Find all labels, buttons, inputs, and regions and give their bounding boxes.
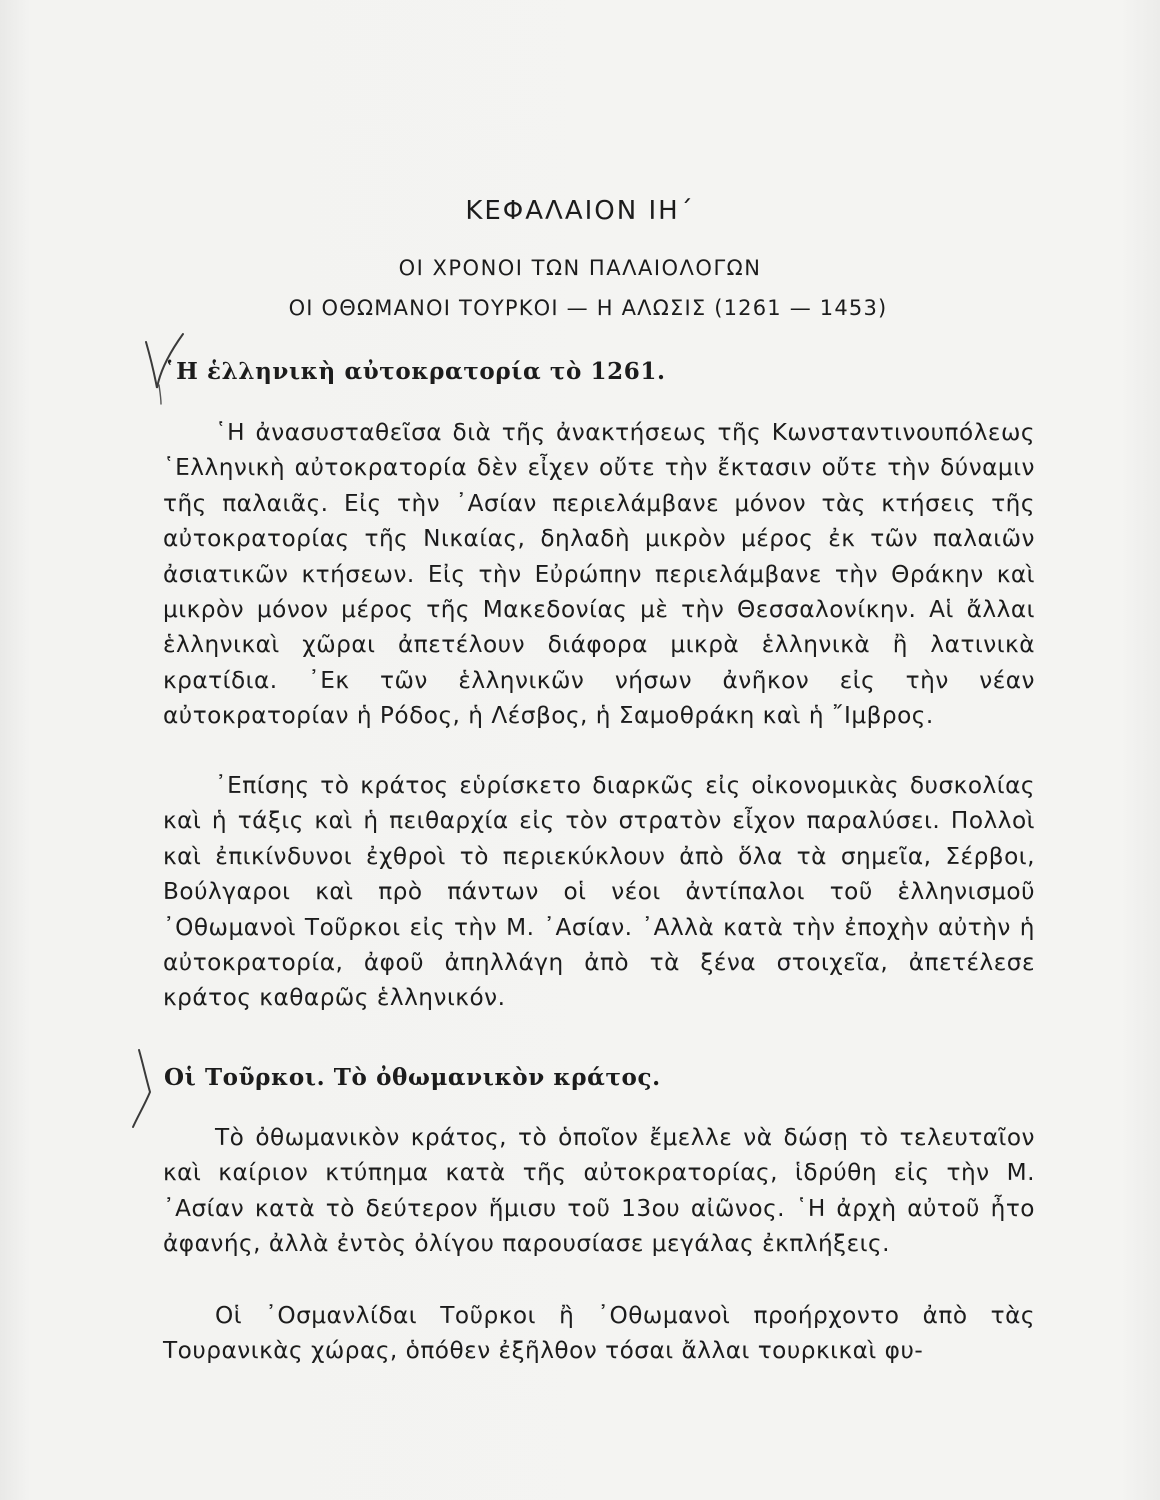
section-heading-empire-1261: ῾Η ἑλληνικὴ αὐτοκρατορία τὸ 1261.	[164, 358, 666, 385]
chapter-subtitle-topic: ΟΙ ΟΘΩΜΑΝΟΙ ΤΟΥΡΚΟΙ — Η ΑΛΩΣΙΣ (1261 — 1453)	[288, 296, 888, 320]
pencil-checkmark-icon	[133, 1050, 150, 1127]
paragraph-empire-difficulties: ᾿Επίσης τὸ κράτος εὑρίσκετο διαρκῶς εἰς οἰκονομικὰς δυσκολίας καὶ ἡ τάξις καὶ ἡ πειθαρχία εἰς τὸν στρατὸν εἶχον παραλύσει. Πολλοὶ καὶ ἐπικίνδυνοι ἐχθροὶ τὸ περιεκύκλουν ἀπὸ ὅλα τὰ σημεῖα, Σέρβοι, Βούλγαροι καὶ πρὸ πάντων οἱ νέοι ἀντίπαλοι τοῦ ἑλληνισμοῦ ᾿Οθωμανοὶ Τοῦρκοι εἰς τὴν Μ. ᾿Ασίαν. ᾿Αλλὰ κατὰ τὴν ἐποχὴν αὐτὴν ἡ αὐτοκρατορία, ἀφοῦ ἀπηλλάγη ἀπὸ τὰ ξένα στοιχεῖα, ἀπετέλεσε κράτος καθαρῶς ἑλληνικόν.	[163, 772, 1035, 1012]
pencil-tick-icon	[159, 385, 161, 404]
paragraph-empire-extent: ῾Η ἀνασυσταθεῖσα διὰ τῆς ἀνακτήσεως τῆς Κωνσταντινουπόλεως ῾Ελληνικὴ αὐτοκρατορία δὲν εἶχεν οὔτε τὴν ἔκτασιν οὔτε τὴν δύναμιν τῆς παλαιᾶς. Εἰς τὴν ᾿Ασίαν περιελάμβανε μόνον τὰς κτήσεις τῆς αὐτοκρατορίας τῆς Νικαίας, δηλαδὴ μικρὸν μέρος ἐκ τῶν παλαιῶν ἀσιατικῶν κτήσεων. Εἰς τὴν Εὐρώπην περιελάμβανε τὴν Θράκην καὶ μικρὸν μόνον μέρος τῆς Μακεδονίας μὲ τὴν Θεσσαλονίκην. Αἱ ἄλλαι ἑλληνικαὶ χῶραι ἀπετέλουν διάφορα μικρὰ ἑλληνικὰ ἢ λατινικὰ κρατίδια. ᾿Εκ τῶν ἑλληνικῶν νήσων ἀνῆκον εἰς τὴν νέαν αὐτοκρατορίαν ἡ Ρόδος, ἡ Λέσβος, ἡ Σαμοθράκη καὶ ἡ ῎Ιμβρος.	[163, 419, 1035, 730]
paragraph-ottoman-founding: Τὸ ὀθωμανικὸν κράτος, τὸ ὁποῖον ἔμελλε νὰ δώσῃ τὸ τελευταῖον καὶ καίριον κτύπημα κατὰ τῆς αὐτοκρατορίας, ἱδρύθη εἰς τὴν Μ. ᾿Ασίαν κατὰ τὸ δεύτερον ἥμισυ τοῦ 13ου αἰῶνος. ῾Η ἀρχὴ αὐτοῦ ἦτο ἀφανής, ἀλλὰ ἐντὸς ὀλίγου παρουσίασε μεγάλας ἐκπλήξεις.	[163, 1124, 1035, 1258]
section-heading-ottoman-state: Οἱ Τοῦρκοι. Τὸ ὀθωμανικὸν κράτος.	[164, 1064, 661, 1091]
chapter-subtitle-period: ΟΙ ΧΡΟΝΟΙ ΤΩΝ ΠΑΛΑΙΟΛΟΓΩΝ	[398, 256, 762, 280]
paragraph-ottoman-origins: Οἱ ᾿Οσμανλίδαι Τοῦρκοι ἢ ᾿Οθωμανοὶ προήρχοντο ἀπὸ τὰς Τουρανικὰς χώρας, ὁπόθεν ἐξῆλθον τόσαι ἄλλαι τουρκικαὶ φυ-	[163, 1302, 1035, 1365]
chapter-title: ΚΕΦΑΛΑΙΟΝ ΙΗ΄	[465, 196, 695, 226]
